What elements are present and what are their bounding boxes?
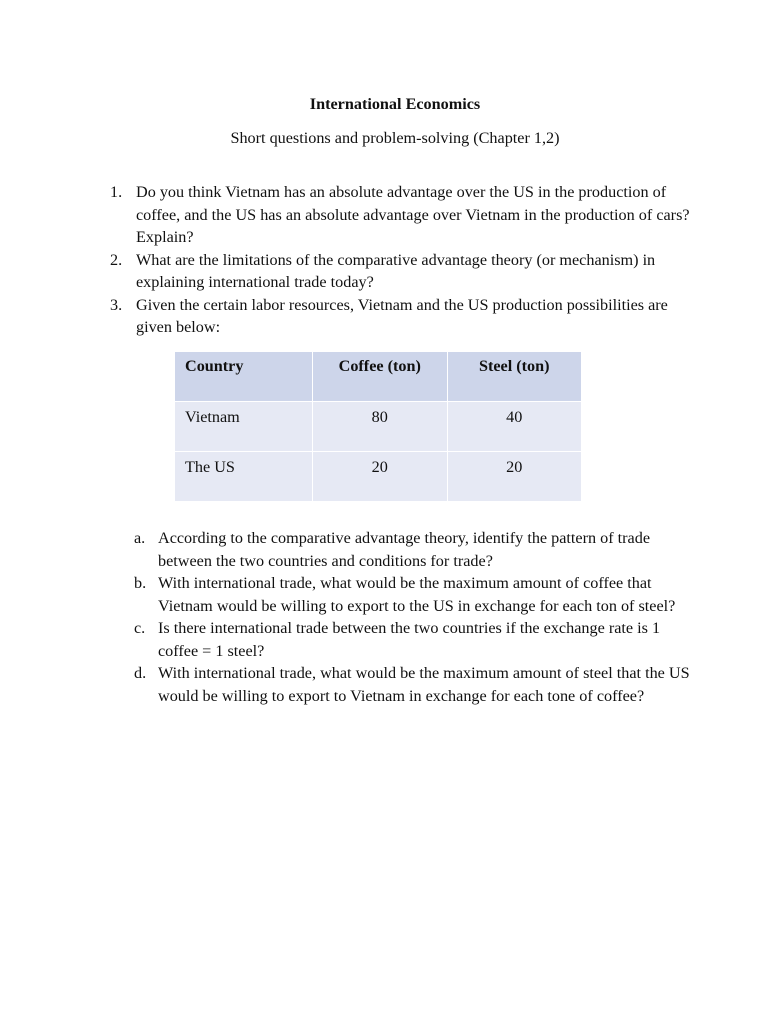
question-text: Given the certain labor resources, Vietnam and the US production possibilities are given below:: [136, 295, 668, 336]
header-steel: Steel (ton): [447, 352, 582, 402]
cell-coffee: 20: [313, 452, 448, 502]
subquestion-b: [134, 572, 694, 617]
table-header-row: [175, 352, 582, 402]
header-coffee: Coffee (ton): [313, 352, 448, 402]
subquestion-list: [134, 527, 694, 707]
question-number: 2.: [110, 250, 123, 269]
question-1: [110, 181, 690, 249]
cell-country: Vietnam: [175, 402, 313, 452]
question-3: [110, 294, 690, 339]
subquestion-c: [134, 617, 694, 662]
document-title: International Economics: [309, 95, 481, 113]
subquestion-text: Is there international trade between the two countries if the exchange rate is 1 coffee = 1 steel?: [158, 619, 661, 660]
cell-coffee: 80: [313, 402, 448, 452]
question-text: Do you think Vietnam has an absolute advantage over the US in the production of coffee, and the US has an absolute advantage over Vietnam in the production of cars? Explain?: [136, 183, 690, 246]
question-list: [110, 181, 690, 339]
subquestion-letter: c.: [134, 619, 146, 637]
subquestion-letter: d.: [134, 664, 147, 682]
cell-steel: 20: [447, 452, 582, 502]
table-row: [175, 452, 582, 502]
subquestion-letter: b.: [134, 574, 147, 592]
subquestion-a: [134, 527, 694, 572]
production-possibilities-table: [174, 351, 582, 502]
question-2: [110, 249, 690, 294]
question-text: What are the limitations of the comparative advantage theory (or mechanism) in explaining international trade today?: [136, 250, 656, 291]
subquestion-d: [134, 662, 694, 707]
subquestion-text: With international trade, what would be the maximum amount of steel that the US would be willing to export to Vietnam in exchange for each tone of coffee?: [158, 664, 690, 705]
question-number: 3.: [110, 295, 123, 314]
header-country: Country: [175, 352, 313, 402]
cell-country: The US: [175, 452, 313, 502]
subquestion-text: With international trade, what would be the maximum amount of coffee that Vietnam would be willing to export to the US in exchange for each ton of steel?: [158, 574, 676, 615]
table-row: [175, 402, 582, 452]
document-subtitle: Short questions and problem-solving (Chapter 1,2): [230, 129, 560, 147]
question-number: 1.: [110, 183, 123, 201]
cell-steel: 40: [447, 402, 582, 452]
subquestion-text: According to the comparative advantage theory, identify the pattern of trade between the two countries and conditions for trade?: [158, 529, 651, 570]
subquestion-letter: a.: [134, 529, 146, 547]
